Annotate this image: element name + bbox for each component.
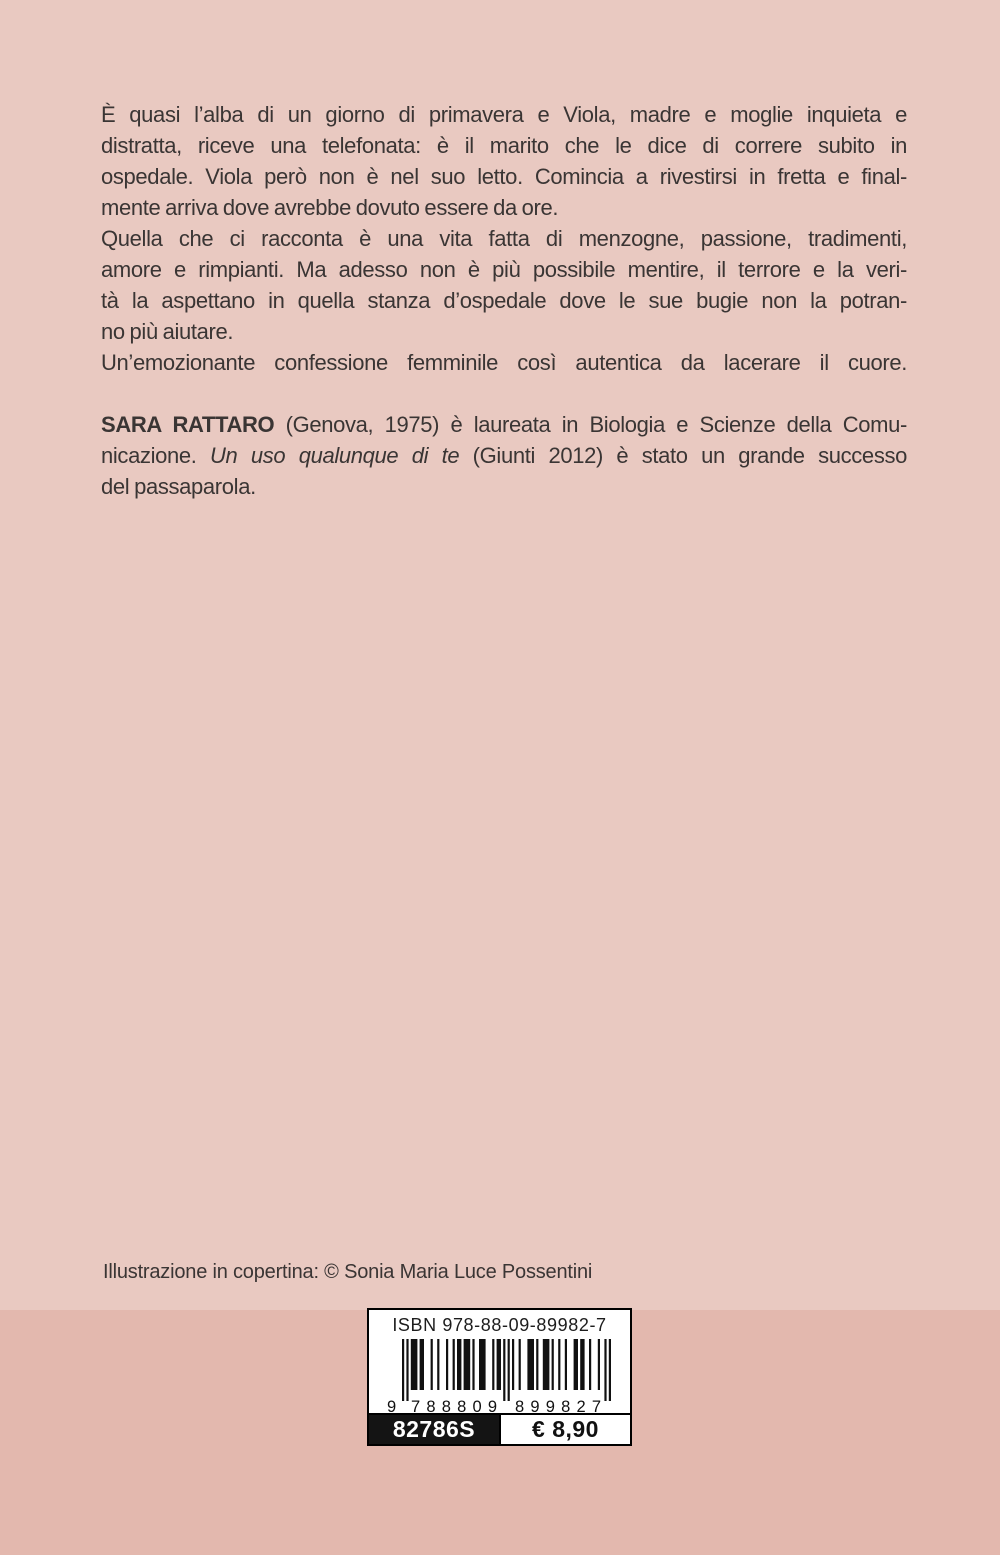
barcode-footer-row bbox=[369, 1413, 630, 1444]
bio-line bbox=[101, 471, 907, 502]
author-bio bbox=[101, 409, 907, 502]
synopsis-line: mente arriva dove avrebbe dovuto essere da ore. bbox=[101, 195, 559, 220]
synopsis bbox=[101, 99, 907, 378]
synopsis-line: tà la aspettano in quella stanza d’ospedale dove le sue bugie non la potran- bbox=[101, 288, 907, 313]
barcode-block bbox=[367, 1308, 632, 1446]
bio-segment: (Genova, 1975) è laureata in Biologia e Scienze della Comu- bbox=[274, 412, 907, 437]
edition-code: 82786S bbox=[369, 1415, 499, 1444]
price: € 8,90 bbox=[499, 1415, 630, 1444]
synopsis-line: È quasi l’alba di un giorno di primavera e Viola, madre e moglie inquieta e bbox=[101, 102, 907, 127]
bio-segment: del passaparola. bbox=[101, 474, 256, 499]
synopsis-line: distratta, riceve una telefonata: è il marito che le dice di correre subito in bbox=[101, 133, 907, 158]
synopsis-line: Un’emozionante confessione femminile così autentica da lacerare il cuore. bbox=[101, 350, 907, 375]
isbn-label: ISBN 978-88-09-89982-7 bbox=[392, 1315, 607, 1335]
bio-segment: (Giunti 2012) è stato un grande successo bbox=[459, 443, 908, 468]
illustration-credit: Illustrazione in copertina: © Sonia Maria Luce Possentini bbox=[103, 1261, 593, 1283]
bio-segment: SARA RATTARO bbox=[101, 412, 275, 437]
synopsis-line: amore e rimpianti. Ma adesso non è più possibile mentire, il terrore e la veri- bbox=[101, 257, 907, 282]
synopsis-line: no più aiutare. bbox=[101, 319, 234, 344]
svg-text:9: 9 bbox=[387, 1398, 397, 1415]
ean-barcode bbox=[369, 1339, 630, 1415]
bio-segment: nicazione. bbox=[101, 443, 210, 468]
synopsis-line: Quella che ci racconta è una vita fatta di menzogne, passione, tradimenti, bbox=[101, 226, 907, 251]
bio-segment: Un uso qualunque di te bbox=[210, 443, 460, 468]
synopsis-line: ospedale. Viola però non è nel suo letto. Comincia a rivestirsi in fretta e final- bbox=[101, 164, 907, 189]
bio-line bbox=[101, 440, 907, 471]
bio-line bbox=[101, 409, 907, 440]
svg-text:899827: 899827 bbox=[515, 1398, 601, 1415]
svg-text:788809: 788809 bbox=[411, 1398, 497, 1415]
